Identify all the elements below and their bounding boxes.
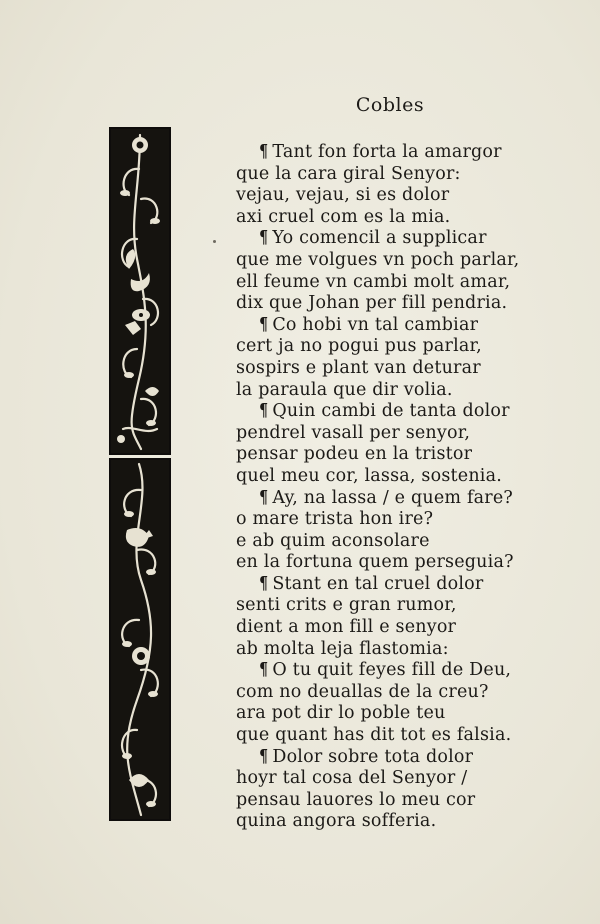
pilcrow-mark: ¶ xyxy=(259,487,269,508)
verse-line: sospirs e plant van deturar xyxy=(236,357,481,378)
pilcrow-mark: ¶ xyxy=(259,660,269,681)
pilcrow-mark: ¶ xyxy=(259,573,269,594)
ink-speck xyxy=(213,240,216,243)
verse-line: ¶ Ay, na lassa / e quem fare? xyxy=(259,487,513,508)
floral-ornament-bottom xyxy=(111,460,169,819)
verse-line: pendrel vasall per senyor, xyxy=(236,422,471,443)
verse-line: com no deuallas de la creu? xyxy=(236,681,489,702)
verse-line: senti crits e gran rumor, xyxy=(236,595,457,616)
ornamental-border-top xyxy=(109,127,171,455)
verse-line: ¶ Dolor sobre tota dolor xyxy=(259,746,474,767)
verse-line: vejau, vejau, si es dolor xyxy=(236,185,450,206)
pilcrow-mark: ¶ xyxy=(259,401,269,422)
pilcrow-mark: ¶ xyxy=(259,142,269,162)
verse-line: pensar podeu en la tristor xyxy=(236,444,473,465)
verse-line: pensau lauores lo meu cor xyxy=(236,789,476,810)
poem-text xyxy=(236,142,536,833)
pilcrow-mark: ¶ xyxy=(259,228,269,249)
verse-line: axi cruel com es la mia. xyxy=(236,206,451,227)
verse-line: que la cara giral Senyor: xyxy=(236,163,461,184)
verse-line: ab molta leja flastomia: xyxy=(236,638,449,659)
verse-line: o mare trista hon ire? xyxy=(236,509,434,530)
verse-line: ¶ O tu quit feyes fill de Deu, xyxy=(259,660,512,681)
verse-line: en la fortuna quem perseguia? xyxy=(236,552,514,573)
pilcrow-mark: ¶ xyxy=(259,314,269,335)
verse-line: ¶ Stant en tal cruel dolor xyxy=(259,573,484,594)
verse-line: ¶ Yo comencil a supplicar xyxy=(259,228,487,249)
page-heading: Cobles xyxy=(355,94,425,116)
verse-line: ¶ Tant fon forta la amargor xyxy=(259,142,502,162)
verse-line: quel meu cor, lassa, sostenia. xyxy=(236,465,502,486)
verse-line: cert ja no pogui pus parlar, xyxy=(236,336,482,357)
verse-line: dient a mon fill e senyor xyxy=(236,617,457,638)
floral-ornament-top xyxy=(111,129,169,453)
verse-line: dix que Johan per fill pendria. xyxy=(236,293,508,314)
pilcrow-mark: ¶ xyxy=(259,746,269,767)
verse-line: ell feume vn cambi molt amar, xyxy=(236,271,511,292)
verse-line: quina angora sofferia. xyxy=(236,811,437,832)
verse-line: la paraula que dir volia. xyxy=(236,379,453,400)
verse-line: ¶ Quin cambi de tanta dolor xyxy=(259,401,510,422)
verse-line: que me volgues vn poch parlar, xyxy=(236,249,520,270)
verse-line: que quant has dit tot es falsia. xyxy=(236,725,512,746)
verse-line: e ab quim aconsolare xyxy=(236,530,430,551)
ornamental-border-bottom xyxy=(109,458,171,821)
verse-line: ¶ Co hobi vn tal cambiar xyxy=(259,314,479,335)
verse-line: hoyr tal cosa del Senyor / xyxy=(236,768,468,789)
verse-line: ara pot dir lo poble teu xyxy=(236,703,446,724)
